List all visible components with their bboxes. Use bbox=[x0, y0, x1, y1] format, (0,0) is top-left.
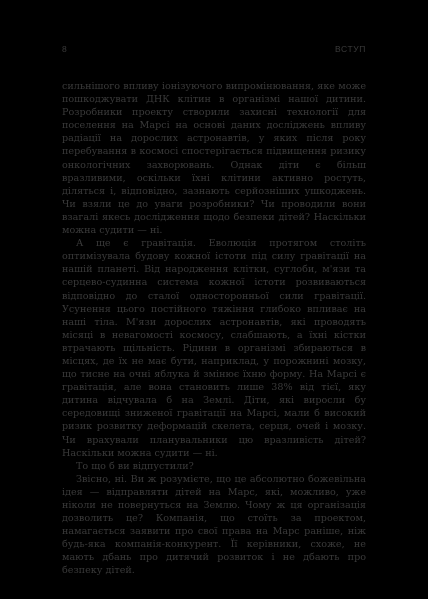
page-header bbox=[62, 44, 366, 58]
paragraph-3: То що б ви відпустили? bbox=[76, 460, 194, 472]
paragraph-1: сильнішого впливу іонізуючого випромінювання, яке може пошкоджувати ДНК клітин в організмі нашої дитини. Розробники проекту створили захисні технології для поселення на Марсі на основі даних досліджень впливу радіації на дорослих астронавтів, у яких після року перебування в космосі спостерігається підвищення ризику онкологічних захворювань. Однак діти є більш вразливими, оскільки їхні клітини активно ростуть, діляться і, відповідно, зазнають серйозніших ушкоджень. Чи взяли це до уваги розробники? Чи проводили вони взагалі якесь дослідження щодо безпеки дітей? Наскільки можна судити — ні. bbox=[62, 81, 366, 237]
paragraph-4: Звісно, ні. Ви ж розумієте, що це абсолютно божевільна ідея — відправляти дітей на Марс, які, можливо, уже ніколи не повернуться на Землю. Чому ж ця організація дозволить це? Компанія, що стоїть за проектом, намагається заявити про свої права на Марс раніше, ніж будь-яка компанія-конкурент. Її керівники, схоже, не мають дбань про дитячий розвиток і не дбають про безпеку дітей. bbox=[62, 473, 366, 577]
page-number: 8 bbox=[62, 44, 68, 54]
paragraph-2: А ще є гравітація. Еволюція протягом століть оптимізувала будову кожної істоти під силу гравітації на нашій планеті. Від народження клітки, суглоби, м'язи та серцево-судинна система кожної істоти розвиваються відповідно до сталої односторонньої сили гравітації. Усунення цього постійного тяжіння глибоко впливає на наші тіла. М'язи дорослих астронавтів, які проводять місяці в невагомості космосу, слабшають, а їхні кістки втрачають щільність. Рідини в організмі збираються в місцях, де їх не має бути, наприклад, у порожнині мозку, що тисне на очні яблука й змінює їхню форму. На Марсі є гравітація, але вона становить лише 38% від тієї, яку дитина відчувала б на Землі. Діти, які виросли бу середовищі зниженої гравітації на Марсі, мали б високий ризик розвитку деформацій скелета, серця, очей і мозку. Чи врахували планувальники цю вразливість дітей? Наскільки можна судити — ні. bbox=[62, 238, 366, 459]
running-title: ВСТУП bbox=[335, 44, 366, 54]
body-text bbox=[62, 80, 366, 578]
